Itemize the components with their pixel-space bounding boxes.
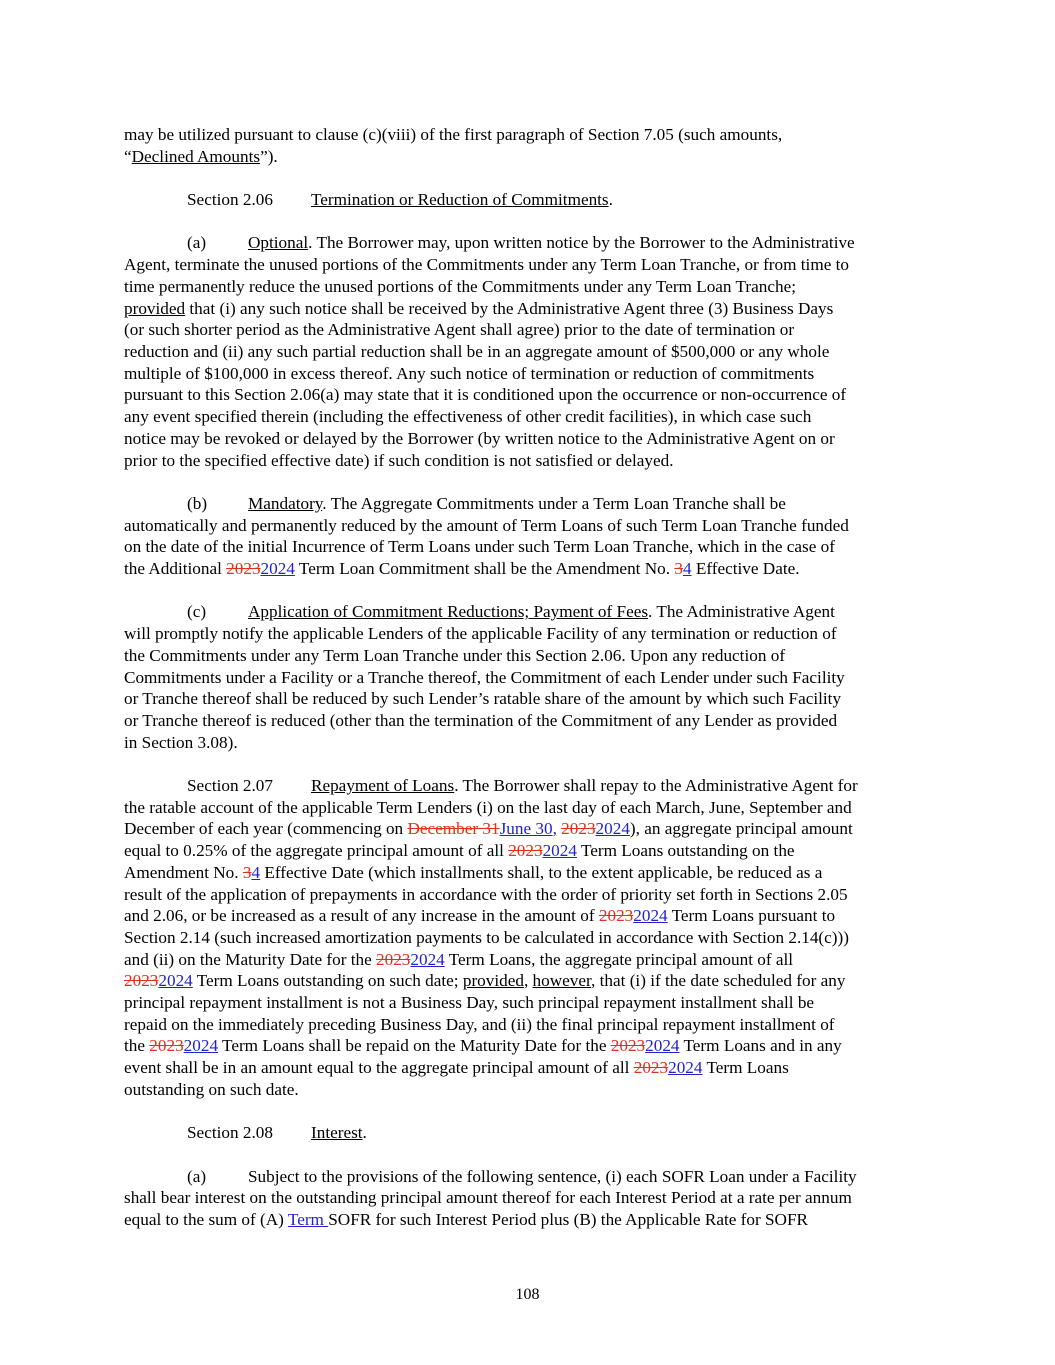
section-heading-2-08: Section 2.08 Interest. — [187, 1123, 367, 1143]
inserted-text: , — [552, 819, 557, 839]
defined-term: Declined Amounts — [131, 146, 261, 166]
inserted-text: 4 — [682, 559, 692, 579]
inserted-text: June 30 — [499, 819, 553, 839]
inserted-text: 2024 — [595, 819, 630, 839]
deleted-text: 2023 — [226, 559, 261, 579]
paragraph-2-06-c: (c) Application of Commitment Reductions; Payment of Fees. The Administrative Agent will promptly notify the applicable Lenders of the applicable Facility of any termination or reduction of the Commitments under any Term Loan Tranche under this Section 2.06. Upon any reduction of Commitments under a Facility or a Tranche thereof, the Commitment of each Lender under such Facility or Tranche thereof shall be reduced by such Lender’s ratable share of the amount by which such Facility or Tranche thereof is reduced (other than the termination of the Commitment of any Lender as provided in Section 3.08). — [124, 602, 845, 752]
section-heading-2-06: Section 2.06 Termination or Reduction of Commitments. — [187, 190, 613, 210]
deleted-text: 2023 — [561, 819, 596, 839]
inserted-text: 2024 — [260, 559, 295, 579]
paragraph-carryover: may be utilized pursuant to clause (c)(viii) of the first paragraph of Section 7.05 (such amounts, “Declined Amounts”). — [124, 125, 783, 166]
document-body — [124, 124, 934, 1231]
page-number: 108 — [515, 1286, 540, 1303]
deleted-text: 3 — [674, 559, 683, 579]
section-2-07: Section 2.07 Repayment of Loans. The Borrower shall repay to the Administrative Agent for the ratable account of the applicable Term Lenders (i) on the last day of each March, June, September and December of each year (commencing on December 31June 30, 20232024), an aggregate principal amount equal to 0.25% of the aggregate principal amount of all 20232024 Term Loans outstanding on the Amendment No. 34 Effective Date (which installments shall, to the extent applicable, be reduced as a result of the application of prepayments in accordance with the order of priority set forth in Sections 2.05 and 2.06, or be increased as a result of any increase in the amount of 20232024 Term Loans pursuant to Section 2.14 (such increased amortization payments to be calculated in accordance with Section 2.14(c))) and (ii) on the Maturity Date for the 20232024 Term Loans, the aggregate principal amount of all 20232024 Term Loans outstanding on such date; provided, however, that (i) if the date scheduled for any principal repayment installment is not a Business Day, such principal repayment installment shall be repaid on the immediately preceding Business Day, and (ii) the final principal repayment installment of the 20232024 Term Loans shall be repaid on the Maturity Date for the 20232024 Term Loans and in any event shall be in an amount equal to the aggregate principal amount of all 20232024 Term Loans outstanding on such date. — [124, 776, 858, 1099]
paragraph-2-06-a: (a) Optional. The Borrower may, upon written notice by the Borrower to the Administrative Agent, terminate the unused portions of the Commitments under any Term Loan Tranche, or from time to time permanently reduce the unused portions of the Commitments under any Term Loan Tranche; provided that (i) any such notice shall be received by the Administrative Agent three (3) Business Days (or such shorter period as the Administrative Agent shall agree) prior to the date of termination or reduction and (ii) any such partial reduction shall be in an aggregate amount of $500,000 or any whole multiple of $100,000 in excess thereof. Any such notice of termination or reduction of commitments pursuant to this Section 2.06(a) may state that it is conditioned upon the occurrence or non-occurrence of any event specified therein (including the effectiveness of other credit facilities), in which case such notice may be revoked or delayed by the Borrower (by written notice to the Administrative Agent on or prior to the specified effective date) if such condition is not satisfied or delayed. — [124, 233, 855, 470]
deleted-text: December 31 — [407, 819, 500, 839]
paragraph-2-08-a: (a) Subject to the provisions of the following sentence, (i) each SOFR Loan under a Facility shall bear interest on the outstanding principal amount thereof for each Interest Period at a rate per annum equal to the sum of (A) Term SOFR for such Interest Period plus (B) the Applicable Rate for SOFR — [124, 1166, 857, 1230]
inserted-text: Term — [287, 1210, 329, 1230]
paragraph-2-06-b: (b) Mandatory. The Aggregate Commitments under a Term Loan Tranche shall be automatically and permanently reduced by the amount of Term Loans of such Term Loan Tranche funded on the date of the initial Incurrence of Term Loans under such Term Loan Tranche, which in the case of the Additional 20232024 Term Loan Commitment shall be the Amendment No. 34 Effective Date. — [124, 493, 849, 579]
